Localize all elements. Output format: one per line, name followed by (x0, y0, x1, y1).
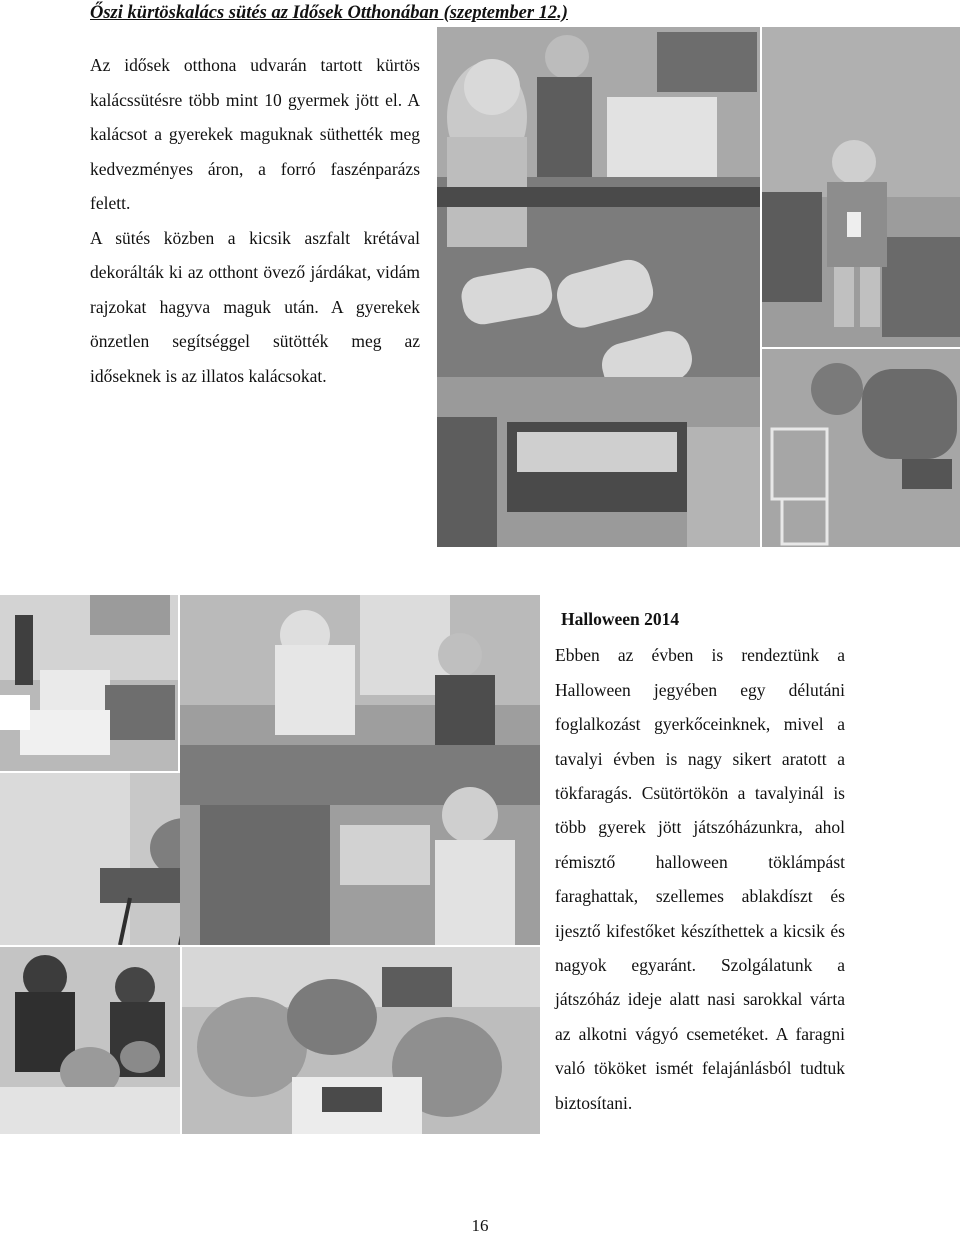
snack-table-photo (0, 595, 178, 771)
girls-carving-pumpkins-photo (0, 947, 180, 1134)
halloween-heading: Halloween 2014 (561, 609, 680, 629)
child-chalk-drawing-photo (762, 349, 960, 547)
article-paragraph: A sütés közben a kicsik aszfalt krétával dekorálták ki az otthont övező járdákat, vidám rajzokat hagyva maguk után. A gyerekek önzetlen segítséggel sütötték meg az időseknek is az illatos kalácsokat. (90, 227, 420, 386)
article-title: Őszi kürtöskalács sütés az Idősek Otthonában (szeptember 12.) (90, 3, 568, 23)
article-paragraph: Az idősek otthona udvarán tartott kürtös kalácssütésre több mint 10 gyermek jött el. A kalácsot a gyerekek maguknak süthették meg kedvezményes áron, a forró faszénparázs felett. (90, 55, 420, 213)
kurtos-grill-photo (437, 27, 760, 547)
halloween-article (555, 602, 845, 1120)
article-body-left (90, 48, 420, 393)
halloween-body: Ebben az évben is rendeztünk a Halloween jegyében egy délutáni foglalkozást gyerkőceinknek, mivel a tavalyi évben is nagy sikert aratott a tökfaragás. Csütörtökön a tavalyinál is több gyerek jött játszóházunkra, ahol rémisztő halloween töklámpást faraghattak, szellemes ablakdíszt és ijesztő kifestőket készíthettek a kicsik és nagyok egyaránt. Szolgálatunk a játszóház ideje alatt nasi sarokkal várta az alkotni vágyó csemetéket. A faragni való tököket ismét felajánlásból tudtuk biztosítani. (555, 645, 845, 1113)
child-eating-photo (762, 27, 960, 347)
children-crafting-photo (180, 595, 540, 945)
page-number: 16 (471, 1216, 489, 1235)
pumpkin-closeup-photo (182, 947, 540, 1134)
